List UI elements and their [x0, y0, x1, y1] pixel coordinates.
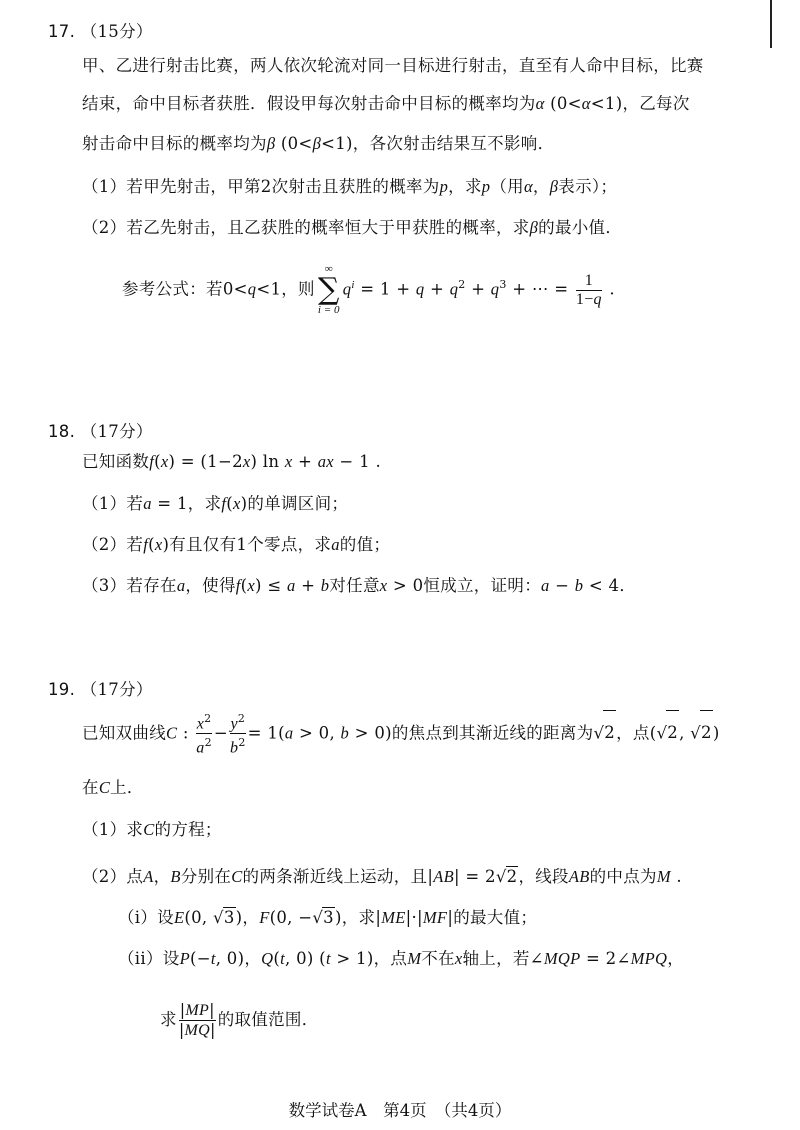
q18-part2-mid: 有且仅有1个零点，求: [169, 535, 332, 554]
q19-sub-ii-ask-text: 求: [160, 1010, 177, 1029]
q17-line2: 结束，命中目标者获胜．假设甲每次射击命中目标的概率均为α (0<α<1)，乙每次: [82, 94, 690, 113]
q19-intro-mid: 的焦点到其渐近线的距离为: [391, 723, 594, 743]
q19-part2: （2）点A，B分别在C的两条渐近线上运动，且|AB| = 2√2，线段AB的中点为M .: [82, 867, 682, 886]
q19-sub-i-end: 的最大值；: [453, 908, 538, 927]
q19-part2-on: 分别在: [180, 867, 232, 886]
q19-part2-mid: 的中点为: [589, 867, 657, 886]
q18-part3-any: 对任意: [329, 576, 380, 595]
formula-fraction: $\frac{1}{1-q}$: [575, 271, 602, 308]
q19-part2-seg: ，线段: [518, 867, 569, 886]
sum-symbol: ∞ ∑ i = 0: [317, 263, 340, 316]
q18-part2-end: 的值；: [339, 535, 391, 554]
q18-part3-prove: 恒成立，证明：: [423, 576, 541, 595]
q18-part3-text: （3）若存在: [82, 576, 177, 595]
q18-part3-end: ．: [619, 576, 637, 595]
q18-part1: （1）若a = 1，求f(x)的单调区间；: [82, 494, 349, 513]
q17-part1: （1）若甲先射击，甲第2次射击且获胜的概率为p，求p（用α，β表示）；: [82, 177, 618, 196]
q19-part1: （1）求C的方程；: [82, 820, 222, 839]
q19-score: （17分）: [80, 680, 153, 699]
q18-intro: 已知函数f(x) = (1−2x) ln x + ax − 1 .: [82, 452, 381, 471]
q18-part1-text: （1）若: [82, 494, 144, 513]
q17-number: 17.: [48, 22, 76, 41]
q17-part1-use: （用: [490, 177, 524, 196]
page-footer: 数学试卷A 第4页 （共4页）: [288, 1101, 512, 1120]
q19-sub-ii-ask: [160, 996, 319, 1044]
q17-reference-formula: 参考公式：若0<q<1，则 ∞ ∑ i = 0 $q^i = 1 + q + q^2 + q^3$ + ⋯ = $\frac{1}{1-q}$ .: [122, 263, 615, 316]
q18-part3: （3）若存在a，使得f(x) ≤ a + b对任意x > 0恒成立，证明：a − b < 4．: [82, 576, 637, 595]
q19-intro-point: ，点: [616, 723, 650, 743]
formula-then: ，则: [281, 279, 315, 299]
q17-line2-text: 结束，命中目标者获胜．假设甲每次射击命中目标的概率均为: [82, 94, 536, 113]
q17-part1-end: 表示）；: [558, 177, 618, 196]
q17-part1-ask: ，求: [448, 177, 482, 196]
q17-line2-end: ，乙每次: [622, 94, 690, 113]
q19-sub-ii-text: （ii）设: [118, 949, 180, 968]
formula-label: 参考公式：若: [122, 279, 223, 299]
q19-sub-i: （i）设E(0, √3)，F(0, −√3)，求|ME|·|MF|的最大值；: [118, 908, 538, 927]
q17-part2-text: （2）若乙先射击，且乙获胜的概率恒大于甲获胜的概率，求: [82, 218, 530, 237]
ratio-fraction: $\frac{|MP|}{|MQ|}$: [178, 1000, 216, 1039]
q18-intro-text: 已知函数: [82, 452, 150, 471]
q19-sub-i-text: （i）设: [118, 908, 174, 927]
q19-part1-end: 的方程；: [154, 820, 222, 839]
q19-line2-text: 在: [82, 778, 99, 797]
q19-intro-text: 已知双曲线: [82, 723, 166, 743]
q17-part2: （2）若乙先射击，且乙获胜的概率恒大于甲获胜的概率，求β的最小值．: [82, 218, 623, 237]
q19-line2: 在C上．: [82, 778, 144, 797]
q17-part1-text: （1）若甲先射击，甲第2次射击且获胜的概率为: [82, 177, 440, 196]
q17-score: （15分）: [80, 22, 153, 41]
q19-sub-ii-end: 的取值范围．: [217, 1010, 319, 1029]
q19-part2-text: （2）点: [82, 867, 144, 886]
hyperbola-y-fraction: $\frac{y^2}{b^2}$: [230, 712, 246, 757]
q19-part2-cond: 的两条渐近线上运动，且: [242, 867, 428, 886]
q19-sub-ii-cond: 轴上，若: [462, 949, 530, 968]
q17-header: [48, 22, 153, 42]
q19-part1-text: （1）求: [82, 820, 144, 839]
q17-line3-text: 射击命中目标的概率均为: [82, 134, 267, 153]
q18-score: （17分）: [80, 422, 153, 441]
q19-header: [48, 680, 153, 700]
q19-part2-sep: ，: [153, 867, 171, 886]
q19-sub-i-ask: ，求: [341, 908, 376, 927]
q18-part3-mid: ，使得: [185, 576, 236, 595]
q17-line3-end: ，各次射击结果互不影响．: [352, 134, 555, 153]
q19-number: 19.: [48, 680, 76, 699]
q19-sub-ii-point: ，点: [373, 949, 408, 968]
hyperbola-x-fraction: $\frac{x^2}{a^2}$: [196, 712, 212, 757]
q17-part2-end: 的最小值．: [538, 218, 623, 237]
q18-part2: （2）若f(x)有且仅有1个零点，求a的值；: [82, 535, 391, 554]
q19-intro: 已知双曲线C : $\frac{x^2}{a^2}$ − $\frac{y^2}{b^2}$ = 1(a > 0, b > 0)的焦点到其渐近线的距离为√2，点(√2, √2): [82, 712, 720, 757]
q19-line2-end: 上．: [110, 778, 144, 797]
q19-sub-ii-not: 不在: [421, 949, 455, 968]
q18-part2-text: （2）若: [82, 535, 144, 554]
q19-sub-ii: （ii）设P(−t, 0)，Q(t, 0) (t > 1)，点M不在x轴上，若∠MQP = 2∠MPQ，: [118, 949, 685, 968]
q18-number: 18.: [48, 422, 76, 441]
q17-line3: 射击命中目标的概率均为β (0<β<1)，各次射击结果互不影响．: [82, 134, 555, 153]
q17-line1: 甲、乙进行射击比赛，两人依次轮流对同一目标进行射击，直至有人命中目标，比赛: [82, 56, 704, 75]
q18-part1-end: 的单调区间；: [247, 494, 349, 513]
page-edge-mark: [770, 0, 772, 48]
q18-header: [48, 422, 153, 442]
q18-part1-ask: ，求: [187, 494, 222, 513]
